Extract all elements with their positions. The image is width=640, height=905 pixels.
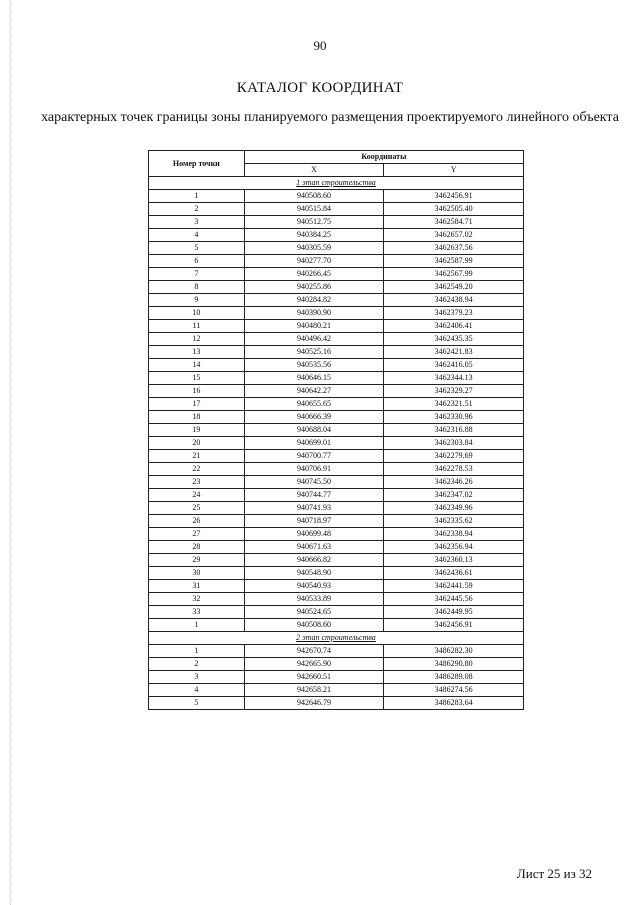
y-coordinate-cell: 3462379.23: [384, 307, 524, 320]
table-row: [149, 593, 524, 606]
x-coordinate-cell: 940508.60: [244, 619, 384, 632]
x-coordinate-cell: 940700.77: [244, 450, 384, 463]
point-number-cell: 28: [149, 541, 245, 554]
y-coordinate-cell: 3462329.27: [384, 385, 524, 398]
x-coordinate-cell: 942670.74: [244, 645, 384, 658]
point-number-cell: 23: [149, 476, 245, 489]
table-row: [149, 320, 524, 333]
x-coordinate-cell: 940384.25: [244, 229, 384, 242]
y-coordinate-cell: 3462445.56: [384, 593, 524, 606]
point-number-cell: 11: [149, 320, 245, 333]
table-row: [149, 346, 524, 359]
point-number-cell: 29: [149, 554, 245, 567]
point-number-cell: 7: [149, 268, 245, 281]
y-coordinate-cell: 3462587.99: [384, 255, 524, 268]
point-number-cell: 15: [149, 372, 245, 385]
table-row: [149, 463, 524, 476]
point-number-cell: 2: [149, 203, 245, 216]
x-coordinate-cell: 940688.04: [244, 424, 384, 437]
x-coordinate-cell: 940666.82: [244, 554, 384, 567]
table-row: [149, 255, 524, 268]
y-coordinate-cell: 3462441.59: [384, 580, 524, 593]
point-number-cell: 22: [149, 463, 245, 476]
table-row: [149, 580, 524, 593]
x-coordinate-cell: 942660.51: [244, 671, 384, 684]
point-number-cell: 30: [149, 567, 245, 580]
header-coordinates: Координаты: [244, 151, 523, 164]
table-row: [149, 372, 524, 385]
y-coordinate-cell: 3462356.94: [384, 541, 524, 554]
stage-label: 1 этап строительства: [149, 177, 524, 190]
y-coordinate-cell: 3462316.88: [384, 424, 524, 437]
table-row: [149, 489, 524, 502]
x-coordinate-cell: 940480.21: [244, 320, 384, 333]
x-coordinate-cell: 942646.79: [244, 697, 384, 710]
y-coordinate-cell: 3462584.71: [384, 216, 524, 229]
header-x: X: [244, 164, 384, 177]
table-row: [149, 268, 524, 281]
table-row: [149, 476, 524, 489]
y-coordinate-cell: 3462438.94: [384, 294, 524, 307]
point-number-cell: 14: [149, 359, 245, 372]
table-row: [149, 697, 524, 710]
table-row: [149, 541, 524, 554]
point-number-cell: 26: [149, 515, 245, 528]
table-row: [149, 242, 524, 255]
y-coordinate-cell: 3462360.13: [384, 554, 524, 567]
x-coordinate-cell: 940540.93: [244, 580, 384, 593]
coordinates-table-body: [149, 177, 524, 710]
x-coordinate-cell: 940671.63: [244, 541, 384, 554]
x-coordinate-cell: 940508.60: [244, 190, 384, 203]
point-number-cell: 8: [149, 281, 245, 294]
x-coordinate-cell: 940512.75: [244, 216, 384, 229]
x-coordinate-cell: 940745.50: [244, 476, 384, 489]
y-coordinate-cell: 3486274.56: [384, 684, 524, 697]
point-number-cell: 1: [149, 619, 245, 632]
table-row: [149, 515, 524, 528]
y-coordinate-cell: 3462505.40: [384, 203, 524, 216]
point-number-cell: 20: [149, 437, 245, 450]
x-coordinate-cell: 940255.86: [244, 281, 384, 294]
y-coordinate-cell: 3486290.80: [384, 658, 524, 671]
point-number-cell: 6: [149, 255, 245, 268]
y-coordinate-cell: 3462567.99: [384, 268, 524, 281]
point-number-cell: 33: [149, 606, 245, 619]
x-coordinate-cell: 940533.89: [244, 593, 384, 606]
y-coordinate-cell: 3462406.41: [384, 320, 524, 333]
y-coordinate-cell: 3486282.30: [384, 645, 524, 658]
table-row: [149, 307, 524, 320]
table-row: [149, 671, 524, 684]
x-coordinate-cell: 940666.39: [244, 411, 384, 424]
page-subtitle: характерных точек границы зоны планируемого размещения проектируемого линейного объекта: [41, 110, 619, 125]
table-row: [149, 502, 524, 515]
table-row: [149, 645, 524, 658]
y-coordinate-cell: 3462346.26: [384, 476, 524, 489]
point-number-cell: 1: [149, 190, 245, 203]
point-number-cell: 4: [149, 229, 245, 242]
point-number-cell: 1: [149, 645, 245, 658]
point-number-cell: 32: [149, 593, 245, 606]
y-coordinate-cell: 3462456.91: [384, 190, 524, 203]
table-row: [149, 684, 524, 697]
stage-row: [149, 632, 524, 645]
table-row: [149, 528, 524, 541]
x-coordinate-cell: 942665.90: [244, 658, 384, 671]
page-title: КАТАЛОГ КООРДИНАТ: [236, 80, 404, 96]
y-coordinate-cell: 3462549.20: [384, 281, 524, 294]
table-row: [149, 398, 524, 411]
table-row: [149, 229, 524, 242]
y-coordinate-cell: 3462435.35: [384, 333, 524, 346]
point-number-cell: 2: [149, 658, 245, 671]
stage-row: [149, 177, 524, 190]
table-row: [149, 619, 524, 632]
x-coordinate-cell: 942658.21: [244, 684, 384, 697]
table-row: [149, 450, 524, 463]
table-row: [149, 411, 524, 424]
header-y: Y: [384, 164, 524, 177]
table-row: [149, 281, 524, 294]
x-coordinate-cell: 940699.48: [244, 528, 384, 541]
table-row: [149, 190, 524, 203]
x-coordinate-cell: 940284.82: [244, 294, 384, 307]
y-coordinate-cell: 3462335.62: [384, 515, 524, 528]
point-number-cell: 25: [149, 502, 245, 515]
point-number-cell: 16: [149, 385, 245, 398]
point-number-cell: 21: [149, 450, 245, 463]
y-coordinate-cell: 3462321.51: [384, 398, 524, 411]
table-row: [149, 294, 524, 307]
point-number-cell: 27: [149, 528, 245, 541]
x-coordinate-cell: 940390.90: [244, 307, 384, 320]
y-coordinate-cell: 3462456.91: [384, 619, 524, 632]
y-coordinate-cell: 3462436.61: [384, 567, 524, 580]
table-row: [149, 424, 524, 437]
x-coordinate-cell: 940525.16: [244, 346, 384, 359]
point-number-cell: 12: [149, 333, 245, 346]
table-row: [149, 658, 524, 671]
x-coordinate-cell: 940524.65: [244, 606, 384, 619]
table-row: [149, 437, 524, 450]
x-coordinate-cell: 940535.56: [244, 359, 384, 372]
y-coordinate-cell: 3486289.08: [384, 671, 524, 684]
table-row: [149, 567, 524, 580]
x-coordinate-cell: 940741.93: [244, 502, 384, 515]
point-number-cell: 18: [149, 411, 245, 424]
x-coordinate-cell: 940548.90: [244, 567, 384, 580]
y-coordinate-cell: 3462278.53: [384, 463, 524, 476]
y-coordinate-cell: 3462349.96: [384, 502, 524, 515]
point-number-cell: 5: [149, 242, 245, 255]
table-row: [149, 333, 524, 346]
page-number: 90: [313, 38, 327, 53]
x-coordinate-cell: 940305.59: [244, 242, 384, 255]
stage-label: 2 этап строительства: [149, 632, 524, 645]
x-coordinate-cell: 940655.65: [244, 398, 384, 411]
table-row: [149, 385, 524, 398]
x-coordinate-cell: 940706.91: [244, 463, 384, 476]
point-number-cell: 10: [149, 307, 245, 320]
table-row: [149, 203, 524, 216]
table-row: [149, 216, 524, 229]
table-row: [149, 606, 524, 619]
point-number-cell: 5: [149, 697, 245, 710]
x-coordinate-cell: 940496.42: [244, 333, 384, 346]
coordinates-table: [148, 150, 524, 710]
y-coordinate-cell: 3462338.94: [384, 528, 524, 541]
x-coordinate-cell: 940699.01: [244, 437, 384, 450]
y-coordinate-cell: 3462657.02: [384, 229, 524, 242]
y-coordinate-cell: 3462637.56: [384, 242, 524, 255]
x-coordinate-cell: 940744.77: [244, 489, 384, 502]
margin-line: [10, 0, 11, 905]
y-coordinate-cell: 3462330.96: [384, 411, 524, 424]
y-coordinate-cell: 3486283.64: [384, 697, 524, 710]
y-coordinate-cell: 3462416.05: [384, 359, 524, 372]
point-number-cell: 9: [149, 294, 245, 307]
x-coordinate-cell: 940277.70: [244, 255, 384, 268]
table-row: [149, 359, 524, 372]
point-number-cell: 31: [149, 580, 245, 593]
point-number-cell: 19: [149, 424, 245, 437]
y-coordinate-cell: 3462449.95: [384, 606, 524, 619]
sheet-label: Лист 25 из 32: [516, 866, 592, 881]
y-coordinate-cell: 3462344.13: [384, 372, 524, 385]
y-coordinate-cell: 3462421.83: [384, 346, 524, 359]
y-coordinate-cell: 3462279.69: [384, 450, 524, 463]
point-number-cell: 13: [149, 346, 245, 359]
point-number-cell: 17: [149, 398, 245, 411]
x-coordinate-cell: 940646.15: [244, 372, 384, 385]
header-point-number: Номер точки: [149, 151, 245, 177]
point-number-cell: 3: [149, 216, 245, 229]
x-coordinate-cell: 940515.84: [244, 203, 384, 216]
point-number-cell: 24: [149, 489, 245, 502]
point-number-cell: 3: [149, 671, 245, 684]
y-coordinate-cell: 3462347.02: [384, 489, 524, 502]
y-coordinate-cell: 3462303.84: [384, 437, 524, 450]
point-number-cell: 4: [149, 684, 245, 697]
x-coordinate-cell: 940266.45: [244, 268, 384, 281]
x-coordinate-cell: 940718.97: [244, 515, 384, 528]
x-coordinate-cell: 940642.27: [244, 385, 384, 398]
table-row: [149, 554, 524, 567]
